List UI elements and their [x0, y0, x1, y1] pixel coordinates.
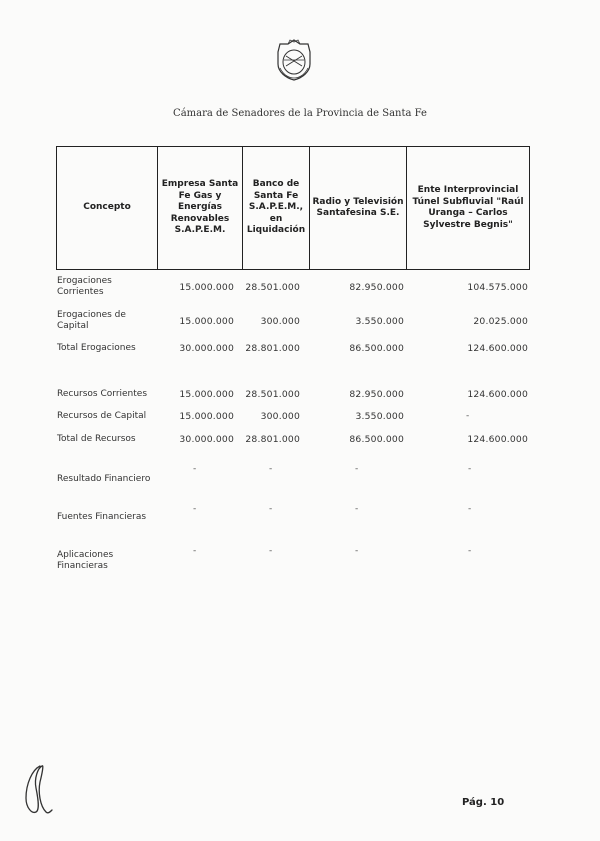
cell: -: [193, 504, 197, 514]
header-tunel-subfluvial: Ente Interprovincial Túnel Subfluvial "Raúl Uranga – Carlos Sylvestre Begnis": [412, 185, 524, 230]
row-label-aplicaciones-financieras: Aplicaciones Financieras: [57, 550, 114, 571]
cell: -: [193, 464, 197, 474]
cell: -: [468, 464, 472, 474]
row-label-recursos-capital: Recursos de Capital: [57, 411, 147, 421]
cell: -: [468, 504, 472, 514]
cell: 28.801.000: [245, 434, 300, 445]
cell: 28.801.000: [245, 343, 300, 354]
cell: 20.025.000: [473, 316, 528, 327]
table-header: [56, 146, 530, 270]
cell: 15.000.000: [179, 389, 234, 400]
cell: 86.500.000: [349, 343, 404, 354]
cell: 30.000.000: [179, 434, 234, 445]
row-label-total-erogaciones: Total Erogaciones: [57, 343, 136, 353]
cell: 300.000: [260, 411, 300, 422]
chamber-title: Cámara de Senadores de la Provincia de Santa Fe: [173, 108, 427, 119]
cell: 124.600.000: [467, 343, 528, 354]
cell: 28.501.000: [245, 389, 300, 400]
cell: 3.550.000: [355, 411, 404, 422]
row-label-erogaciones-corrientes: Erogaciones Corrientes: [57, 276, 112, 297]
cell: -: [466, 411, 470, 421]
row-label-total-recursos: Total de Recursos: [57, 434, 136, 444]
cell: 15.000.000: [179, 282, 234, 293]
cell: -: [355, 546, 359, 556]
cell: 30.000.000: [179, 343, 234, 354]
cell: 82.950.000: [349, 282, 404, 293]
provincial-seal-icon: [274, 38, 314, 82]
header-concepto: Concepto: [83, 202, 131, 213]
header-santa-fe-gas: Empresa Santa Fe Gas y Energías Renovables S.A.P.E.M.: [161, 179, 239, 236]
cell: -: [355, 464, 359, 474]
row-label-fuentes-financieras: Fuentes Financieras: [57, 512, 147, 522]
cell: -: [269, 546, 273, 556]
cell: -: [269, 464, 273, 474]
row-label-erogaciones-capital: Erogaciones de Capital: [57, 310, 126, 331]
cell: 15.000.000: [179, 411, 234, 422]
cell: 104.575.000: [467, 282, 528, 293]
page-number: Pág. 10: [462, 797, 505, 808]
cell: -: [269, 504, 273, 514]
cell: -: [468, 546, 472, 556]
cell: 15.000.000: [179, 316, 234, 327]
header-banco-santa-fe: Banco de Santa Fe S.A.P.E.M., en Liquidación: [246, 179, 306, 236]
row-label-resultado-financiero: Resultado Financiero: [57, 474, 151, 484]
row-label-recursos-corrientes: Recursos Corrientes: [57, 389, 148, 399]
cell: -: [355, 504, 359, 514]
cell: 86.500.000: [349, 434, 404, 445]
handwritten-initial-icon: [18, 762, 58, 822]
cell: 300.000: [260, 316, 300, 327]
cell: 124.600.000: [467, 389, 528, 400]
cell: -: [193, 546, 197, 556]
cell: 28.501.000: [245, 282, 300, 293]
header-radio-television: Radio y Televisión Santafesina S.E.: [312, 196, 404, 218]
cell: 124.600.000: [467, 434, 528, 445]
cell: 82.950.000: [349, 389, 404, 400]
cell: 3.550.000: [355, 316, 404, 327]
